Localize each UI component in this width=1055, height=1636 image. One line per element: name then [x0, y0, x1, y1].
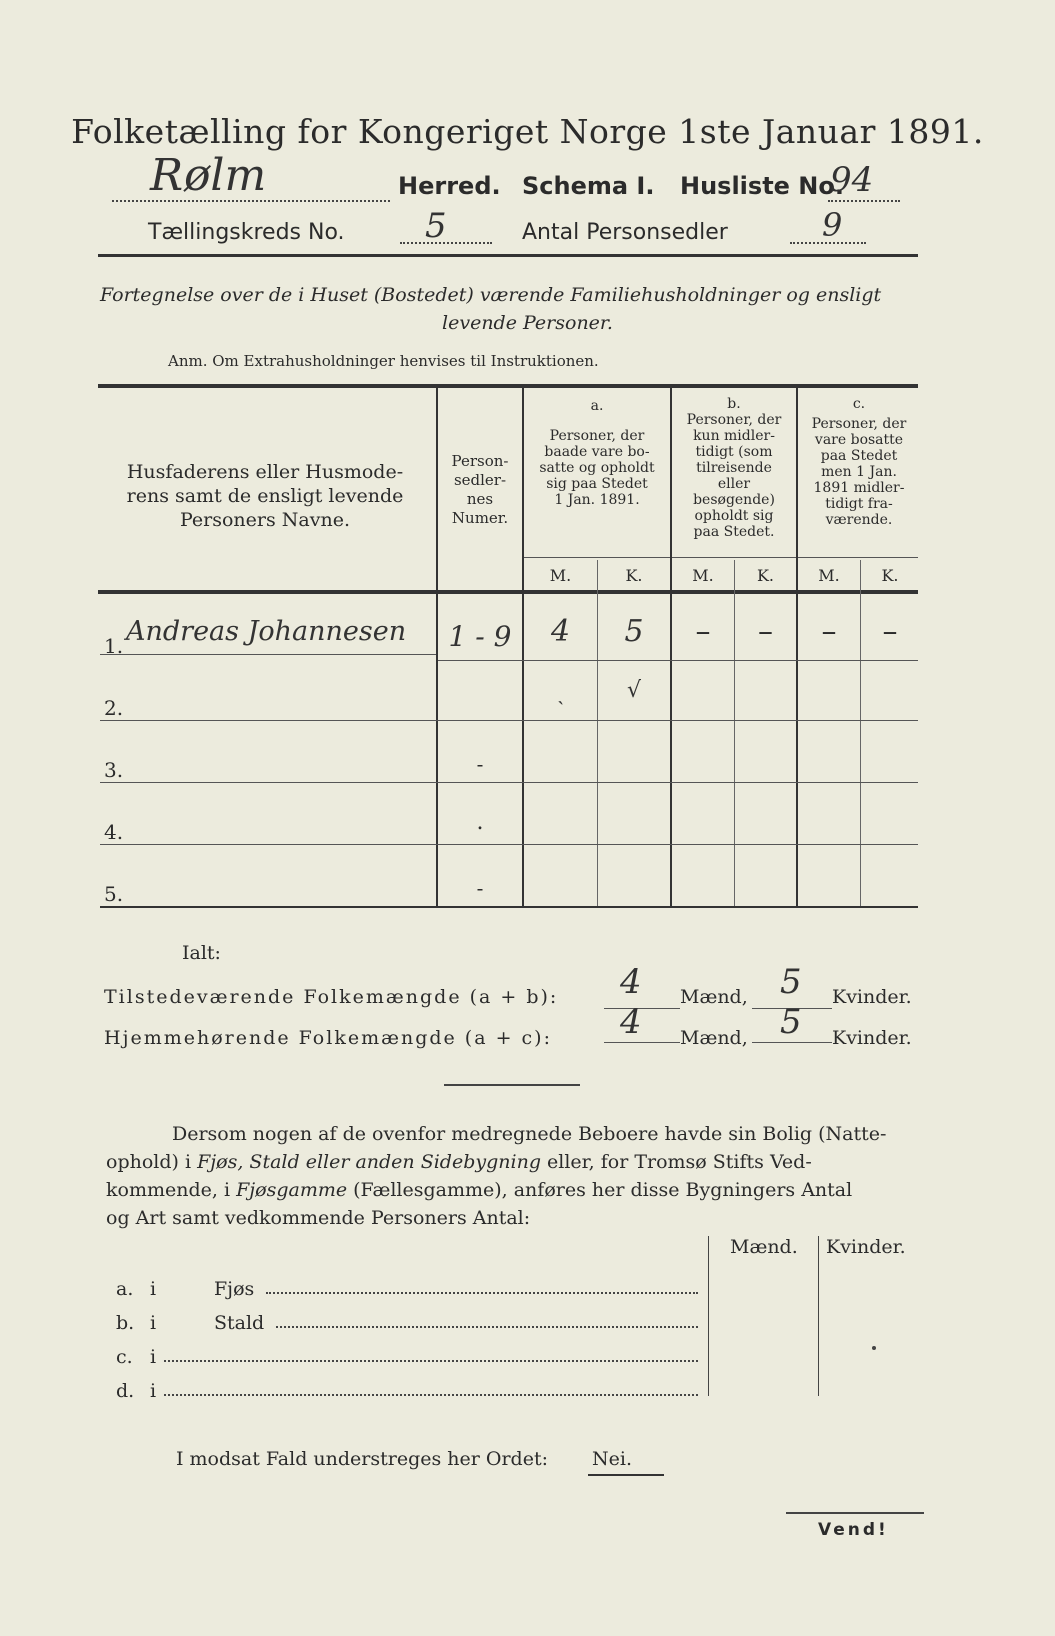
total-present-maend: Mænd, [680, 986, 748, 1008]
col-c-line: tidigt fra- [825, 496, 893, 512]
table-head-rule [98, 590, 918, 594]
row-rule [100, 844, 918, 845]
header-rule [98, 254, 918, 257]
row-number: 4. [104, 820, 124, 844]
table-top-rule [98, 384, 918, 388]
col-header-num-line: sedler- [453, 471, 507, 489]
col-b-line: eller [717, 476, 751, 492]
table-bottom-rule [100, 906, 918, 908]
col-b-line: kun midler- [693, 428, 775, 444]
herred-value: Rølm [150, 150, 267, 201]
col-header-name-line: Personers Navne. [179, 509, 350, 531]
col-c-line: Personer, der [811, 416, 907, 432]
buildings-i: i [150, 1346, 157, 1368]
col-header-a [524, 398, 670, 508]
husliste-label: Husliste No. [680, 172, 844, 200]
total-present-m: 4 [620, 962, 642, 1002]
bottom-line-3a: kommende, i [106, 1179, 237, 1201]
col-header-name-line: rens samt de ensligt levende [126, 485, 404, 507]
buildings-dots [276, 1326, 698, 1328]
col-b-line: tilreisende [696, 460, 772, 476]
bottom-line-3 [106, 1176, 924, 1204]
buildings-row [116, 1346, 706, 1374]
buildings-letter: d. [116, 1380, 135, 1402]
row-bm: – [695, 614, 711, 649]
row-number: 3. [104, 758, 124, 782]
kreds-value: 5 [425, 206, 447, 246]
total-home-m-line [604, 1042, 680, 1043]
total-home-label: Hjemmehørende Folkemængde (a + c): [104, 1027, 552, 1049]
form-title: Folketælling for Kongeriget Norge 1ste Januar 1891. [71, 112, 984, 151]
buildings-letter: b. [116, 1312, 135, 1334]
husliste-value: 94 [830, 160, 874, 200]
schema-label: Schema I. [522, 172, 655, 200]
buildings-i: i [150, 1312, 157, 1334]
buildings-letter: a. [116, 1278, 134, 1300]
row-number: 1. [104, 634, 124, 658]
buildings-i: i [150, 1380, 157, 1402]
buildings-row [116, 1380, 706, 1408]
col-c-line: værende. [825, 512, 893, 528]
herred-label: Herred. [398, 172, 501, 200]
col-b-letter: b. [727, 396, 741, 412]
col-b-line: Personer, der [686, 412, 782, 428]
col-header-c [798, 396, 920, 528]
bottom-line-3b: Fjøsgamme [236, 1179, 348, 1201]
col-a-line: satte og opholdt [539, 460, 655, 476]
bottom-line-2a: ophold) i [106, 1151, 198, 1173]
section-separator [444, 1084, 580, 1086]
buildings-col-maend: Mænd. [730, 1236, 798, 1258]
bottom-line-2c: eller, for Tromsø Stifts Ved- [540, 1151, 812, 1173]
col-c-line: men 1 Jan. [821, 464, 897, 480]
row-num: - [476, 876, 484, 900]
col-header-num-line: nes [466, 490, 494, 508]
buildings-letter: c. [116, 1346, 133, 1368]
col-header-num-line: Numer. [451, 509, 509, 527]
row-am: 4 [550, 614, 571, 649]
col-b-line: opholdt sig [694, 508, 774, 524]
intro-line-2: levende Personer. [442, 312, 613, 334]
mk-a-m: M. [549, 566, 572, 585]
total-present-k: 5 [780, 962, 802, 1002]
buildings-label: Stald [214, 1312, 265, 1334]
col-a-line: sig paa Stedet [546, 476, 648, 492]
col-header-b [672, 396, 796, 540]
buildings-dots [164, 1394, 698, 1396]
row-name: Andreas Johannesen [126, 616, 407, 647]
bottom-paragraph [106, 1120, 924, 1232]
bottom-line-2 [106, 1148, 924, 1176]
row-ak: 5 [624, 614, 644, 649]
total-home-m: 4 [620, 1002, 642, 1042]
col-header-name [100, 460, 430, 532]
total-present-kvinder: Kvinder. [832, 986, 912, 1008]
total-home-k: 5 [780, 1002, 802, 1042]
mk-c-k: K. [881, 566, 899, 585]
buildings-divider-1 [708, 1236, 709, 1396]
mk-rule [522, 557, 918, 558]
total-present-m-line [604, 1008, 680, 1009]
row-num: . [476, 810, 484, 835]
ialt-label: Ialt: [182, 942, 221, 964]
table-divider-c [860, 560, 861, 906]
row-am: ˎ [556, 681, 565, 706]
col-c-line: vare bosatte [814, 432, 904, 448]
total-present-label: Tilstedeværende Folkemængde (a + b): [104, 986, 559, 1008]
personsedler-label: Antal Personsedler [522, 220, 728, 245]
col-b-line: paa Stedet. [693, 524, 775, 540]
stray-dot [872, 1346, 876, 1350]
buildings-label: Fjøs [214, 1278, 255, 1300]
col-a-line: Personer, der [549, 428, 645, 444]
row-rule [100, 720, 918, 721]
anm-note: Anm. Om Extrahusholdninger henvises til Instruktionen. [168, 352, 599, 370]
total-home-k-line [752, 1042, 832, 1043]
col-c-letter: c. [852, 396, 866, 412]
row-ak: √ [626, 678, 642, 703]
row-bk: – [758, 614, 773, 649]
mk-a-k: K. [625, 566, 643, 585]
bottom-line-1: Dersom nogen af de ovenfor medregnede Beboere havde sin Bolig (Natte- [172, 1123, 887, 1145]
buildings-i: i [150, 1278, 157, 1300]
buildings-divider-2 [818, 1236, 819, 1396]
col-a-letter: a. [590, 398, 604, 414]
col-header-num-line: Person- [451, 452, 509, 470]
buildings-col-kvinder: Kvinder. [826, 1236, 906, 1258]
kreds-label: Tællingskreds No. [148, 220, 345, 245]
col-b-line: besøgende) [693, 492, 775, 508]
row-rule [100, 782, 918, 783]
col-header-name-line: Husfaderens eller Husmode- [126, 461, 404, 483]
row-ck: – [882, 614, 898, 649]
col-header-num [438, 452, 522, 528]
col-c-line: 1891 midler- [813, 480, 905, 496]
total-home-maend: Mænd, [680, 1027, 748, 1049]
buildings-dots [164, 1360, 698, 1362]
bottom-line-4: og Art samt vedkommende Personers Antal: [106, 1207, 531, 1229]
vend-label: Vend! [818, 1520, 889, 1540]
buildings-row [116, 1312, 706, 1340]
col-a-line: baade vare bo- [544, 444, 650, 460]
bottom-line-2b: Fjøs, Stald eller anden Sidebygning [197, 1151, 541, 1173]
total-home-kvinder: Kvinder. [832, 1027, 912, 1049]
table-divider-a [597, 560, 598, 906]
row-num: - [476, 752, 484, 776]
row-cm: – [821, 614, 837, 649]
row-number: 2. [104, 696, 124, 720]
mk-c-m: M. [818, 566, 840, 585]
intro-line-1: Fortegnelse over de i Huset (Bostedet) værende Familiehusholdninger og ensligt [100, 284, 882, 306]
row-number: 5. [104, 882, 124, 906]
table-divider-b [734, 560, 735, 906]
vend-rule [786, 1512, 924, 1514]
buildings-row [116, 1278, 706, 1306]
modsat-text: I modsat Fald understreges her Ordet: [176, 1448, 548, 1470]
mk-b-k: K. [756, 566, 775, 585]
nei-word: Nei. [592, 1448, 632, 1470]
row-num: 1 - 9 [448, 620, 512, 653]
personsedler-value: 9 [822, 206, 843, 244]
bottom-line-3c: (Fællesgamme), anføres her disse Bygningers Antal [347, 1179, 853, 1201]
row-rule [438, 660, 918, 661]
mk-b-m: M. [692, 566, 714, 585]
row-rule [100, 654, 436, 655]
nei-underline [588, 1474, 664, 1476]
col-a-line: 1 Jan. 1891. [554, 492, 640, 508]
col-b-line: tidigt (som [695, 444, 773, 460]
col-c-line: paa Stedet [820, 448, 898, 464]
buildings-dots [266, 1292, 698, 1294]
